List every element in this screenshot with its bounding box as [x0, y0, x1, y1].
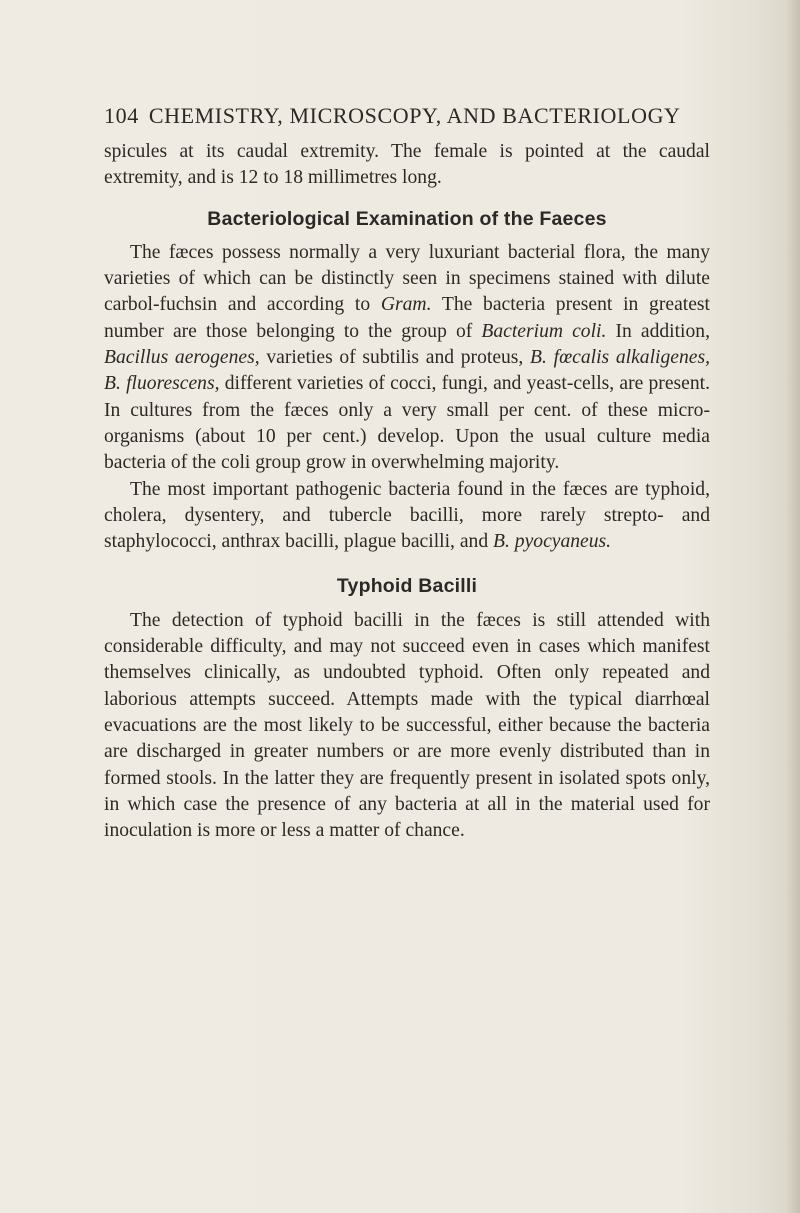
- body-text: [104, 139, 710, 844]
- faeces-paragraph-pathogens: [104, 477, 710, 556]
- section-heading-typhoid: Typhoid Bacilli: [336, 575, 478, 598]
- taxon-b-pyocyaneus: B. pyocyaneus.: [493, 531, 612, 553]
- text-run: The most important pathogenic bacteria found in the fæces are typhoid, cholera, dysentery, and tubercle bacilli, more rarely strepto- and staphylococci, anthrax bacilli, plague bacilli, and: [104, 478, 710, 553]
- intro-paragraph: spicules at its caudal extremity. The female is pointed at the caudal extremity, and is 12 to 18 millimetres long.: [104, 141, 710, 189]
- section-heading-faeces: Bacteriological Examination of the Faeces: [207, 207, 607, 230]
- running-head: [104, 103, 714, 129]
- taxon-b-faecalis-fluorescens: B. fœcalis alkaligenes, B. fluorescens,: [104, 347, 710, 395]
- page-number: 104: [104, 103, 139, 128]
- taxon-bacterium-coli: Bacterium coli.: [481, 320, 607, 342]
- running-title: CHEMISTRY, MICROSCOPY, AND BACTERIOLOGY: [148, 103, 681, 128]
- text-run: varieties of subtilis and proteus,: [259, 347, 531, 369]
- typhoid-paragraph: The detection of typhoid bacilli in the fæces is still attended with considerable difficulty, and may not succeed even in cases which manifest themselves clinically, as undoubted typhoid. Often only repeated and laborious attempts succeed. Attempts made with the typical diarrhœal evacuations are the most likely to be successful, either because the bacteria are discharged in greater numbers or are more evenly distributed than in formed stools. In the latter they are frequently present in isolated spots only, in which case the presence of any bacteria at all in the material used for inoculation is more or less a matter of chance.: [104, 609, 710, 842]
- page-edge-shadow: [786, 0, 800, 1213]
- text-run: The bacteria present in greatest number are those belonging to the group of: [104, 294, 710, 342]
- text-run: The fæces possess normally a very luxuriant bacterial flora, the many varieties of which can be distinctly seen in specimens stained with dilute carbol-fuchsin and according to: [104, 241, 710, 316]
- text-run: different varieties of cocci, fungi, and yeast-cells, are present. In cultures from the fæces only a very small per cent. of these micro-organisms (about 10 per cent.) develop. Upon the usual culture media bacteria of the coli group grow in overwhelming majority.: [104, 373, 710, 474]
- taxon-gram: Gram.: [380, 294, 432, 316]
- taxon-bacillus-aerogenes: Bacillus aerogenes,: [104, 347, 260, 369]
- faeces-paragraph-flora: [104, 240, 710, 477]
- text-run: In addition,: [606, 320, 710, 342]
